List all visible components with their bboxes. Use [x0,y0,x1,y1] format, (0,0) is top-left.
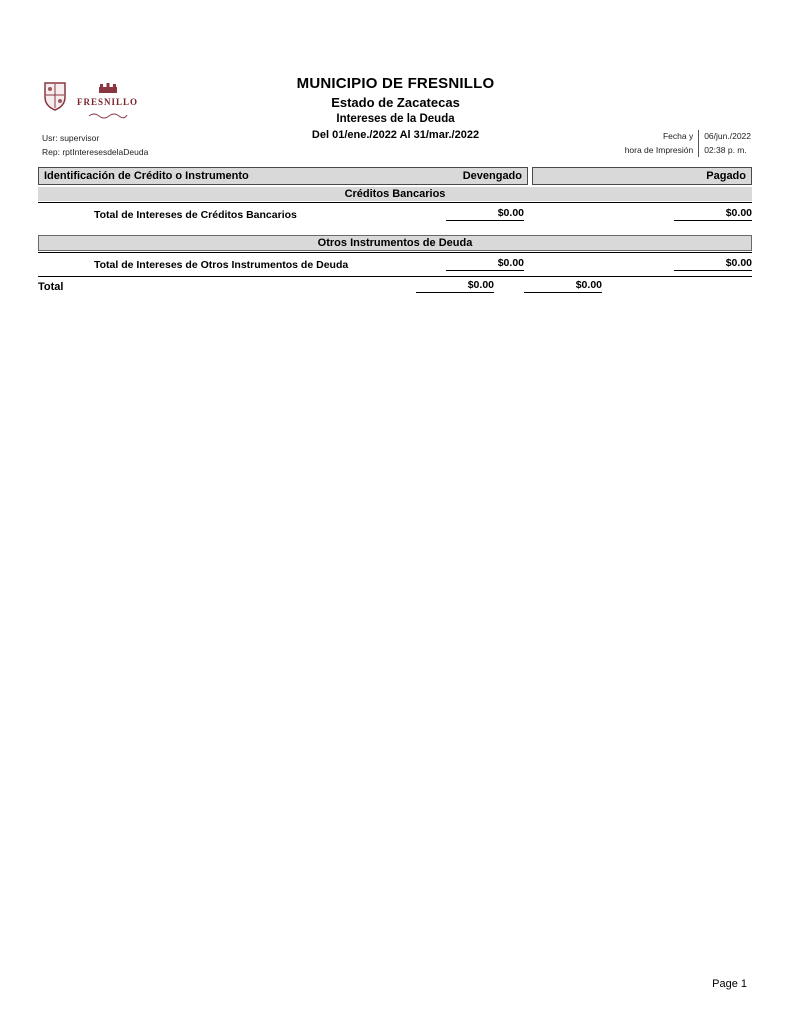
tagline-flourish-icon [88,107,128,123]
row-devengado-value: $0.00 [446,257,524,271]
report-period: Del 01/ene./2022 Al 31/mar./2022 [311,129,480,142]
column-header-pagado: Pagado [532,167,752,185]
row-pagado-cell [524,207,752,221]
report-id-label: Rep: rptInteresesdelaDeuda [42,147,149,158]
logo-wordmark: FRESNILLO [77,97,139,107]
table-header-left-cell [38,167,528,185]
total-pagado-cell [524,279,752,293]
print-date: 06/jun./2022 [704,131,751,141]
print-label-line2: hora de Impresión [624,144,694,155]
logo-group [42,81,138,123]
report-subtitle-name: Intereses de la Deuda [336,113,455,125]
row-label: Total de Intereses de Otros Instrumentos de Deuda [94,259,349,271]
column-header-instrument: Identificación de Crédito o Instrumento [44,170,249,182]
table-header-row [38,167,752,185]
print-label-line1: Fecha y [662,131,694,141]
section-header-creditos-bancarios: Créditos Bancarios [38,187,752,201]
row-devengado-value: $0.00 [446,207,524,221]
section-gap [38,221,752,233]
table-row [38,253,752,271]
row-label: Total de Intereses de Créditos Bancarios [94,209,297,221]
print-info-divider [698,130,699,157]
report-subtitle-state: Estado de Zacatecas [331,94,460,110]
total-pagado-value: $0.00 [524,279,602,293]
crest-logo-icon [42,81,68,116]
section-header-otros-instrumentos: Otros Instrumentos de Deuda [38,235,752,251]
castle-icon [97,81,119,97]
row-devengado-cell [416,257,524,271]
fresnillo-logo [77,81,138,123]
print-info-values [704,130,751,157]
total-label: Total [38,281,64,293]
row-pagado-cell [524,257,752,271]
total-devengado-cell [416,279,524,293]
total-block [38,276,752,293]
print-time: 02:38 p. m. [704,144,747,155]
page-number: Page 1 [712,978,747,990]
report-title: MUNICIPIO DE FRESNILLO [296,75,495,92]
meta-block [42,131,148,160]
report-table [38,167,752,293]
total-devengado-value: $0.00 [416,279,494,293]
total-row [38,277,752,293]
print-info [625,130,751,157]
report-header [0,75,791,158]
table-row [38,203,752,221]
column-header-devengado: Devengado [462,170,522,182]
row-devengado-cell [416,207,524,221]
row-pagado-value: $0.00 [674,207,752,221]
row-pagado-value: $0.00 [674,257,752,271]
print-info-labels [625,130,694,157]
user-label: Usr: supervisor [42,133,100,143]
